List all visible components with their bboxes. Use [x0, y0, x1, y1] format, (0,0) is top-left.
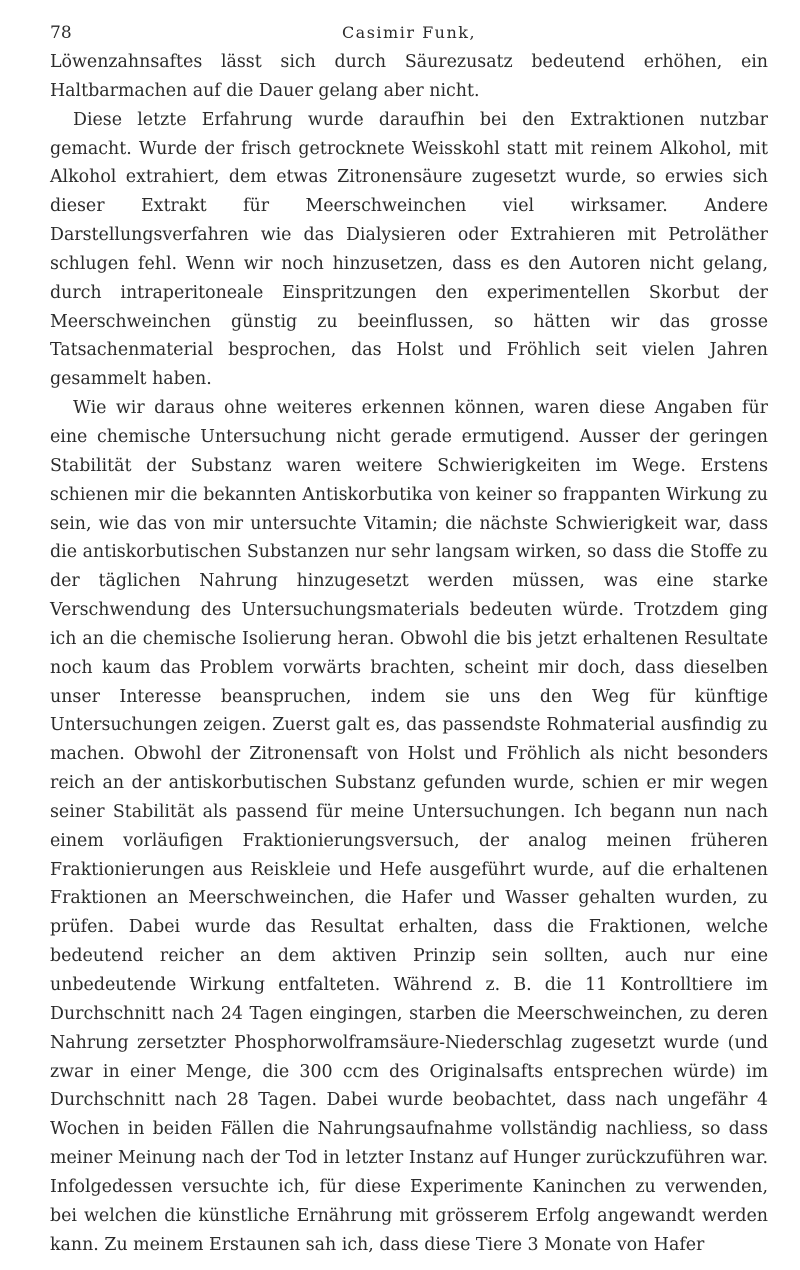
paragraph-extraction: Diese letzte Erfahrung wurde daraufhin bei den Extraktionen nutzbar gemacht. Wurde der frisch getrocknete Weisskohl statt mit reinem Alkohol, mit Alkohol extrahiert, dem etwas Zitronensäure zugesetzt wurde, so erwies sich dieser Extrakt für Meerschweinchen viel wirksamer. Andere Darstellungsverfahren wie das Dialysieren oder Extrahieren mit Petroläther schlugen fehl. Wenn wir noch hinzusetzen, dass es den Autoren nicht gelang, durch intraperitoneale Einspritzungen den experimentellen Skorbut der Meerschweinchen günstig zu beeinflussen, so hätten wir das grosse Tatsachenmaterial besprochen, das Holst und Fröhlich seit vielen Jahren gesammelt haben.: [50, 109, 768, 390]
running-title: Casimir Funk,: [341, 23, 477, 42]
paragraph-chemical-investigation: Wie wir daraus ohne weiteres erkennen können, waren diese Angaben für eine chemische Untersuchung nicht gerade ermutigend. Ausser der geringen Stabilität der Substanz waren weitere Schwierigkeiten im Wege. Erstens schienen mir die bekannten Antiskorbutika von keiner so frappanten Wirkung zu sein, wie das von mir untersuchte Vitamin; die nächste Schwierigkeit war, dass die antiskorbutischen Substanzen nur sehr langsam wirken, so dass die Stoffe zu der täglichen Nahrung hinzugesetzt werden müssen, was eine starke Verschwendung des Untersuchungsmaterials bedeuten würde. Trotzdem ging ich an die chemische Isolierung heran. Obwohl die bis jetzt erhaltenen Resultate noch kaum das Problem vorwärts brachten, scheint mir doch, dass dieselben unser Interesse beanspruchen, indem sie uns den Weg für künftige Untersuchungen zeigen. Zuerst galt es, das passendste Rohmaterial ausfindig zu machen. Obwohl der Zitronensaft von Holst und Fröhlich als nicht besonders reich an der antiskorbutischen Substanz gefunden wurde, schien er mir wegen seiner Stabilität als passend für meine Untersuchungen. Ich begann nun nach einem vorläufigen Fraktionierungsversuch, der analog meinen früheren Fraktionierungen aus Reiskleie und Hefe ausgeführt wurde, auf die erhaltenen Fraktionen an Meerschweinchen, die Hafer und Wasser gehalten wurden, zu prüfen. Dabei wurde das Resultat erhalten, dass die Fraktionen, welche bedeutend reicher an dem aktiven Prinzip sein sollten, auch nur eine unbedeutende Wirkung entfalteten. Während z. B. die 11 Kontrolltiere im Durchschnitt nach 24 Tagen eingingen, starben die Meerschweinchen, zu deren Nahrung zersetzter Phosphorwolframsäure-Niederschlag zugesetzt wurde (und zwar in einer Menge, die 300 ccm des Originalsafts entsprechen würde) im Durchschnitt nach 28 Tagen. Dabei wurde beobachtet, dass nach ungefähr 4 Wochen in beiden Fällen die Nahrungsaufnahme vollständig nachliess, so dass meiner Meinung nach der Tod in letzter Instanz auf Hunger zurückzuführen war. Infolgedessen versuchte ich, für diese Experimente Kaninchen zu verwenden, bei welchen die künstliche Ernährung mit grösserem Erfolg angewandt werden kann. Zu meinem Erstaunen sah ich, dass diese Tiere 3 Monate von Hafer: [50, 398, 768, 1255]
page-number: 78: [50, 23, 72, 43]
running-head: [50, 0, 768, 48]
paragraph-continuation: Löwenzahnsaftes lässt sich durch Säurezusatz bedeutend erhöhen, ein Haltbarmachen auf die Dauer gelang aber nicht.: [50, 52, 768, 101]
body-text: [50, 48, 768, 1259]
book-page: [50, 0, 768, 1259]
